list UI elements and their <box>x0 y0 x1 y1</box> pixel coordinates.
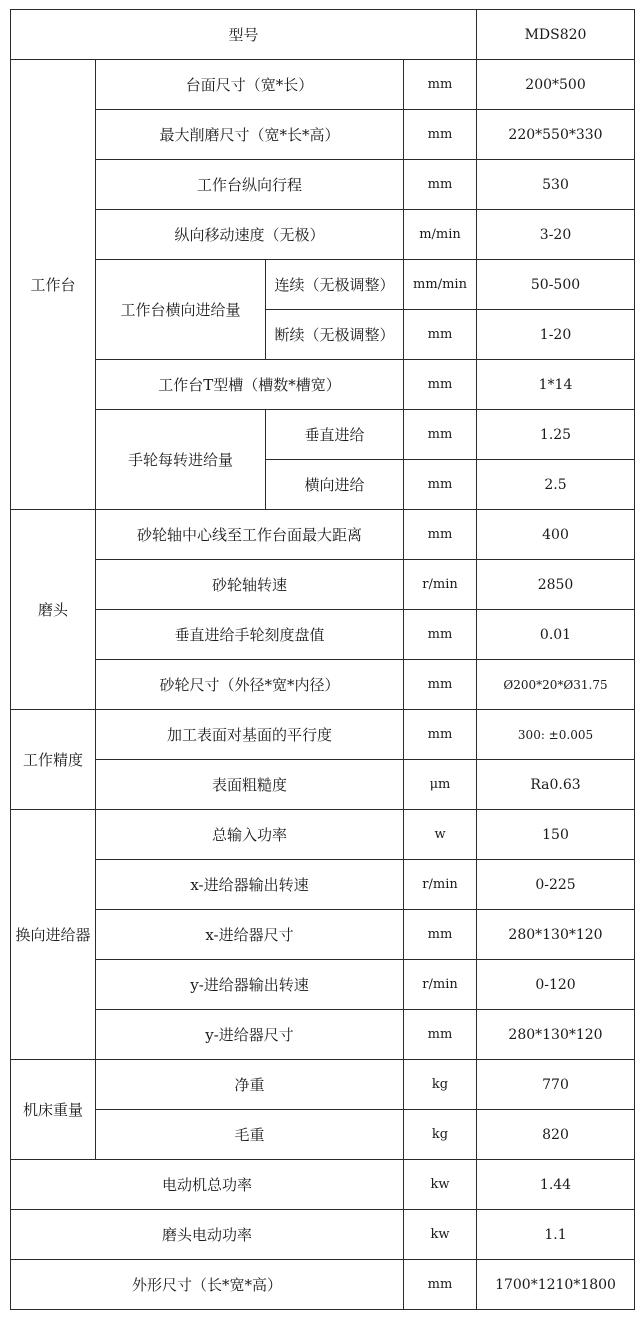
param-name: 砂轮轴转速 <box>96 560 404 610</box>
param-value: 0.01 <box>477 610 635 660</box>
param-value: 280*130*120 <box>477 1010 635 1060</box>
param-value: 150 <box>477 810 635 860</box>
param-value: 280*130*120 <box>477 910 635 960</box>
param-name: 连续（无极调整） <box>266 260 404 310</box>
param-value: 1.44 <box>477 1160 635 1210</box>
param-unit: kg <box>404 1060 477 1110</box>
param-value: 300: ±0.005 <box>477 710 635 760</box>
param-value: 50-500 <box>477 260 635 310</box>
param-unit: w <box>404 810 477 860</box>
param-name: 毛重 <box>96 1110 404 1160</box>
param-value: 1*14 <box>477 360 635 410</box>
param-value: 400 <box>477 510 635 560</box>
param-unit: m/min <box>404 210 477 260</box>
table-row <box>11 910 635 960</box>
table-row <box>11 710 635 760</box>
model-value: MDS820 <box>477 10 635 60</box>
param-name: 电动机总功率 <box>11 1160 404 1210</box>
param-name: 工作台T型槽（槽数*槽宽） <box>96 360 404 410</box>
model-label: 型号 <box>11 10 477 60</box>
param-unit: mm <box>404 460 477 510</box>
table-row <box>11 1060 635 1110</box>
table-row <box>11 160 635 210</box>
param-unit: mm <box>404 610 477 660</box>
param-value: 1.1 <box>477 1210 635 1260</box>
group-feeder: 换向进给器 <box>11 810 96 1060</box>
table-row <box>11 410 635 460</box>
param-name: 垂直进给手轮刻度盘值 <box>96 610 404 660</box>
param-value: 1-20 <box>477 310 635 360</box>
param-name: 台面尺寸（宽*长） <box>96 60 404 110</box>
param-value: Ra0.63 <box>477 760 635 810</box>
param-unit: mm <box>404 660 477 710</box>
table-row <box>11 1010 635 1060</box>
param-name: y-进给器输出转速 <box>96 960 404 1010</box>
param-name: x-进给器尺寸 <box>96 910 404 960</box>
param-value: 2.5 <box>477 460 635 510</box>
param-unit: mm <box>404 710 477 760</box>
table-row <box>11 210 635 260</box>
param-name: 净重 <box>96 1060 404 1110</box>
table-row <box>11 860 635 910</box>
param-name: 工作台纵向行程 <box>96 160 404 210</box>
param-unit: kg <box>404 1110 477 1160</box>
param-name: 总输入功率 <box>96 810 404 860</box>
param-value: 2850 <box>477 560 635 610</box>
param-unit: mm <box>404 410 477 460</box>
param-unit: mm/min <box>404 260 477 310</box>
table-row <box>11 60 635 110</box>
table-row <box>11 110 635 160</box>
param-value: 1700*1210*1800 <box>477 1260 635 1310</box>
param-value: 200*500 <box>477 60 635 110</box>
table-row <box>11 510 635 560</box>
table-row <box>11 1110 635 1160</box>
param-name: 磨头电动功率 <box>11 1210 404 1260</box>
table-row <box>11 10 635 60</box>
param-value: Ø200*20*Ø31.75 <box>477 660 635 710</box>
param-name: 纵向移动速度（无极） <box>96 210 404 260</box>
param-unit: mm <box>404 1010 477 1060</box>
param-name: 加工表面对基面的平行度 <box>96 710 404 760</box>
table-row <box>11 360 635 410</box>
group-grinding-head: 磨头 <box>11 510 96 710</box>
param-name: 最大削磨尺寸（宽*长*高） <box>96 110 404 160</box>
param-name: 砂轮轴中心线至工作台面最大距离 <box>96 510 404 560</box>
param-unit: mm <box>404 360 477 410</box>
param-value: 3-20 <box>477 210 635 260</box>
param-unit: mm <box>404 160 477 210</box>
param-name: 垂直进给 <box>266 410 404 460</box>
param-value: 820 <box>477 1110 635 1160</box>
param-name: 横向进给 <box>266 460 404 510</box>
group-weight: 机床重量 <box>11 1060 96 1160</box>
param-value: 770 <box>477 1060 635 1110</box>
param-name: 断续（无极调整） <box>266 310 404 360</box>
param-unit: mm <box>404 510 477 560</box>
param-unit: r/min <box>404 860 477 910</box>
table-row <box>11 660 635 710</box>
param-value: 0-120 <box>477 960 635 1010</box>
param-value: 220*550*330 <box>477 110 635 160</box>
param-unit: kw <box>404 1210 477 1260</box>
param-unit: r/min <box>404 560 477 610</box>
table-row <box>11 760 635 810</box>
table-row <box>11 260 635 310</box>
table-row <box>11 960 635 1010</box>
param-unit: mm <box>404 910 477 960</box>
table-row <box>11 1160 635 1210</box>
group-precision: 工作精度 <box>11 710 96 810</box>
param-unit: mm <box>404 110 477 160</box>
param-unit: r/min <box>404 960 477 1010</box>
table-row <box>11 1260 635 1310</box>
param-value: 530 <box>477 160 635 210</box>
spec-table <box>10 9 635 1310</box>
table-row <box>11 560 635 610</box>
subgroup-handwheel: 手轮每转进给量 <box>96 410 266 510</box>
param-name: y-进给器尺寸 <box>96 1010 404 1060</box>
param-name: 砂轮尺寸（外径*宽*内径） <box>96 660 404 710</box>
param-name: x-进给器输出转速 <box>96 860 404 910</box>
param-unit: kw <box>404 1160 477 1210</box>
group-worktable: 工作台 <box>11 60 96 510</box>
param-unit: mm <box>404 60 477 110</box>
param-unit: mm <box>404 1260 477 1310</box>
param-value: 0-225 <box>477 860 635 910</box>
param-unit: μm <box>404 760 477 810</box>
subgroup-cross-feed: 工作台横向进给量 <box>96 260 266 360</box>
table-row <box>11 610 635 660</box>
table-row <box>11 1210 635 1260</box>
table-row <box>11 810 635 860</box>
param-name: 外形尺寸（长*宽*高） <box>11 1260 404 1310</box>
param-value: 1.25 <box>477 410 635 460</box>
param-name: 表面粗糙度 <box>96 760 404 810</box>
param-unit: mm <box>404 310 477 360</box>
